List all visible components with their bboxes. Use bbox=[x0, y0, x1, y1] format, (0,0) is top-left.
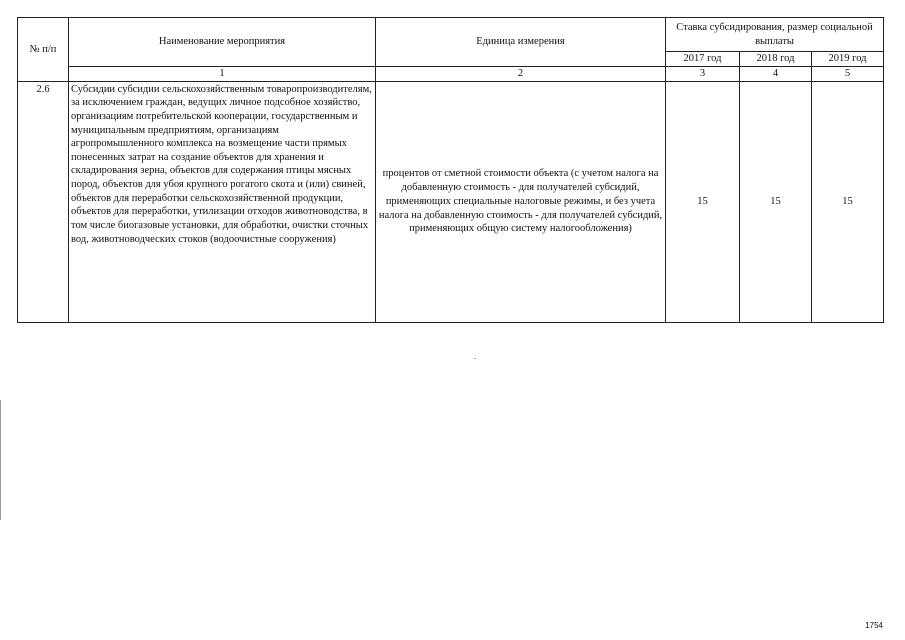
header-num: № п/п bbox=[18, 18, 69, 82]
header-year-2017: 2017 год bbox=[666, 52, 740, 67]
column-number-4: 4 bbox=[740, 67, 812, 82]
row-measure-name: Субсидии субсидии сельскохозяйственным товаропроизводителям, за исключением граждан, ведущих личное подсобное хозяйство, организациям потребительской кооперации, государственным и муниципальным предприятиям, организациям агропромышленного комплекса на возмещение части прямых понесенных затрат на создание объектов для хранения и складирования зерна, объектов для содержания птицы мясных пород, объектов для убоя крупного рогатого скота и (или) свиней, объектов для переработки сельскохозяйственной продукции, объектов для переработки, утилизации отходов животноводства, в том числе биогазовые установки, для обработки, очистки сточных вод, животноводческих стоков (водоочистные сооружения) bbox=[69, 81, 376, 322]
header-name: Наименование мероприятия bbox=[69, 18, 376, 67]
row-value-2018: 15 bbox=[740, 81, 812, 322]
scan-speck bbox=[474, 358, 476, 359]
column-number-2: 2 bbox=[376, 67, 666, 82]
subsidy-table bbox=[17, 17, 884, 323]
column-number-5: 5 bbox=[812, 67, 884, 82]
header-unit: Единица измерения bbox=[376, 18, 666, 67]
page-number: 1754 bbox=[865, 621, 883, 630]
column-number-1: 1 bbox=[69, 67, 376, 82]
row-unit: процентов от сметной стоимости объекта (с учетом налога на добавленную стоимость - для получателей субсидий, применяющих специальные налоговые режимы, и без учета налога на добавленную стоимость - для получателей субсидий, применяющих общую систему налогообложения) bbox=[376, 81, 666, 322]
row-number: 2.6 bbox=[18, 81, 69, 322]
column-number-row bbox=[18, 67, 884, 82]
row-value-2019: 15 bbox=[812, 81, 884, 322]
scan-margin-line bbox=[0, 400, 1, 520]
header-year-2018: 2018 год bbox=[740, 52, 812, 67]
header-rate: Ставка субсидирования, размер социальной выплаты bbox=[666, 18, 884, 52]
table-row bbox=[18, 81, 884, 322]
header-year-2019: 2019 год bbox=[812, 52, 884, 67]
row-value-2017: 15 bbox=[666, 81, 740, 322]
column-number-3: 3 bbox=[666, 67, 740, 82]
header-row bbox=[18, 18, 884, 52]
